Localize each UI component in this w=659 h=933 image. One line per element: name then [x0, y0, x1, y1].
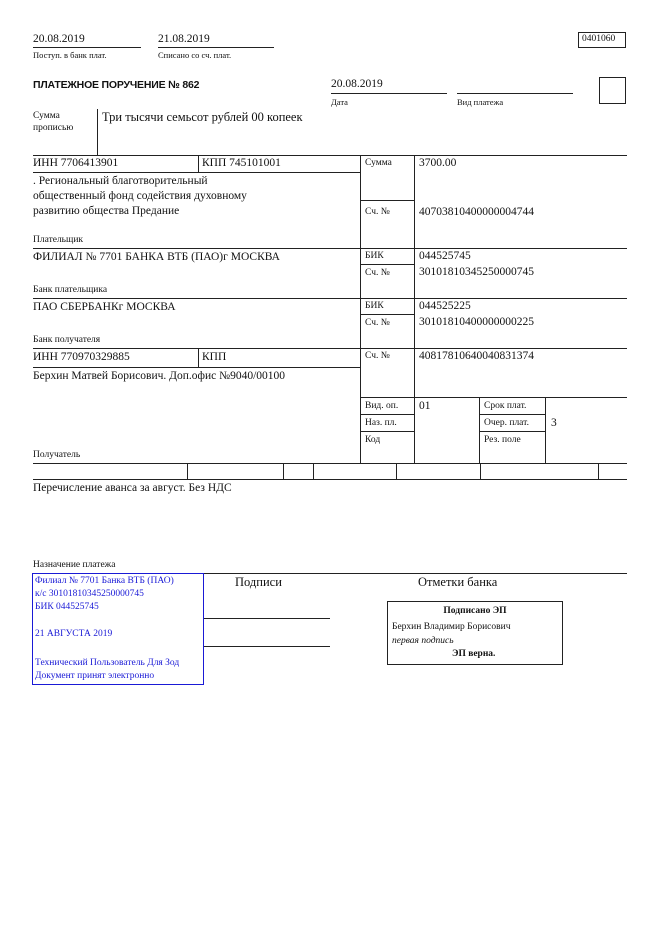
stamp-line-3: БИК 044525745	[35, 602, 99, 612]
grid-line-account	[360, 397, 627, 398]
signatures-label: Подписи	[235, 575, 282, 589]
sum-label: Сумма	[365, 158, 392, 168]
recipient-bank-account: 30101810400000000225	[419, 316, 534, 328]
grid-line-recipient-inn	[33, 367, 360, 368]
grid-vline-term	[479, 397, 480, 463]
grid-vline-values	[414, 155, 415, 463]
payer-bank-bik: 044525745	[419, 250, 471, 262]
grid-line-payer-bik	[360, 264, 414, 265]
grid-line-payer-bank	[33, 298, 627, 299]
signature-line-2	[204, 646, 330, 647]
purpose-text: Перечисление аванса за август. Без НДС	[33, 482, 232, 494]
tax-vline-2	[283, 463, 284, 479]
tax-vline-3	[313, 463, 314, 479]
sum-value: 3700.00	[419, 157, 457, 169]
signature-line-1	[204, 618, 330, 619]
tax-vline-6	[598, 463, 599, 479]
grid-line-payer	[33, 248, 627, 249]
op-type-value: 01	[419, 400, 431, 412]
debited-date-line	[158, 47, 274, 48]
payer-name-3: развитию общества Предание	[33, 205, 180, 217]
esign-verified: ЭП верна.	[452, 649, 496, 659]
recipient-account-label: Сч. №	[365, 351, 390, 361]
stamp-line-5: Документ принят электронно	[35, 671, 155, 681]
grid-line-op-type	[360, 414, 414, 415]
order-date: 20.08.2019	[331, 78, 383, 90]
status-box	[599, 77, 626, 104]
payer-bank-bik-label: БИК	[365, 251, 384, 261]
payer-label: Плательщик	[33, 235, 84, 245]
payer-bank-label: Банк плательщика	[33, 285, 108, 295]
purpose-label: Назначение платежа	[33, 560, 116, 570]
payer-bank-account-label: Сч. №	[365, 268, 390, 278]
grid-line-recipient	[33, 463, 627, 464]
stamp-line-1: Филиал № 7701 Банка ВТБ (ПАО)	[35, 576, 174, 586]
grid-vline-priority	[545, 397, 546, 463]
received-date-line	[33, 47, 141, 48]
amount-words-label-2: прописью	[33, 123, 74, 133]
op-type-label: Вид. оп.	[365, 401, 399, 411]
recipient-kpp: КПП	[202, 351, 227, 363]
recipient-bank-account-label: Сч. №	[365, 318, 390, 328]
reserve-label: Рез. поле	[484, 435, 521, 445]
grid-vline-labels	[360, 155, 361, 463]
recipient-bank-bik: 044525225	[419, 300, 471, 312]
grid-line-recipient-bank	[33, 348, 627, 349]
debited-date: 21.08.2019	[158, 33, 210, 45]
grid-line-recipient-bik	[360, 314, 414, 315]
bank-marks-label: Отметки банка	[418, 575, 498, 589]
recipient-inn: ИНН 770970329885	[33, 351, 130, 363]
amount-words-value: Три тысячи семьсот рублей 00 копеек	[102, 110, 303, 124]
stamp-line-4: Технический Пользователь Для Зод	[35, 658, 180, 668]
recipient-label: Получатель	[33, 450, 81, 460]
form-code: 0401060	[582, 34, 616, 44]
payer-bank-name: ФИЛИАЛ № 7701 БАНКА ВТБ (ПАО)г МОСКВА	[33, 251, 280, 263]
recipient-bank-label: Банк получателя	[33, 335, 101, 345]
received-date-label: Поступ. в банк плат.	[33, 50, 107, 60]
tax-vline-5	[480, 463, 481, 479]
grid-line-top	[33, 155, 627, 156]
priority-label: Очер. плат.	[484, 418, 529, 428]
stamp-date: 21 АВГУСТА 2019	[35, 629, 113, 639]
priority-value: 3	[551, 417, 557, 429]
esign-title: Подписано ЭП	[443, 606, 507, 616]
payment-type-line	[457, 93, 573, 94]
recipient-bank-name: ПАО СБЕРБАНКг МОСКВА	[33, 301, 176, 313]
payer-inn: ИНН 7706413901	[33, 157, 119, 169]
esign-role: первая подпись	[392, 636, 454, 646]
order-title: ПЛАТЕЖНОЕ ПОРУЧЕНИЕ № 862	[33, 79, 200, 91]
amount-words-divider	[97, 109, 98, 155]
recipient-account: 40817810640040831374	[419, 350, 534, 362]
grid-line-tax-fields	[33, 479, 627, 480]
grid-line-purpose-code	[360, 431, 414, 432]
payer-bank-account: 30101810345250000745	[419, 266, 534, 278]
stamp-line-2: к/с 30101810345250000745	[35, 589, 144, 599]
code-label: Код	[365, 435, 381, 445]
purpose-code-label: Наз. пл.	[365, 418, 397, 428]
recipient-name: Берхин Матвей Борисович. Доп.офис №9040/00100	[33, 370, 286, 382]
payer-kpp: КПП 745101001	[202, 157, 281, 169]
payer-account: 40703810400000004744	[419, 206, 534, 218]
order-date-label: Дата	[331, 97, 348, 107]
payer-name-1: . Региональный благотворительный	[33, 175, 208, 187]
esign-signer: Берхин Владимир Борисович	[392, 622, 511, 632]
term-label: Срок плат.	[484, 401, 527, 411]
grid-line-inn	[33, 172, 360, 173]
amount-words-label-1: Сумма	[33, 111, 60, 121]
grid-vline-recipient-kpp	[198, 348, 199, 367]
tax-vline-1	[187, 463, 188, 479]
grid-line-term	[479, 414, 545, 415]
recipient-bank-bik-label: БИК	[365, 301, 384, 311]
grid-line-priority	[479, 431, 545, 432]
payer-name-2: общественный фонд содействия духовному	[33, 190, 247, 202]
payment-type-label: Вид платежа	[457, 97, 504, 107]
grid-line-sum-bottom	[360, 200, 414, 201]
debited-date-label: Списано со сч. плат.	[158, 50, 232, 60]
grid-vline-kpp	[198, 155, 199, 172]
payer-account-label: Сч. №	[365, 207, 390, 217]
tax-vline-4	[396, 463, 397, 479]
order-date-line	[331, 93, 447, 94]
received-date: 20.08.2019	[33, 33, 85, 45]
